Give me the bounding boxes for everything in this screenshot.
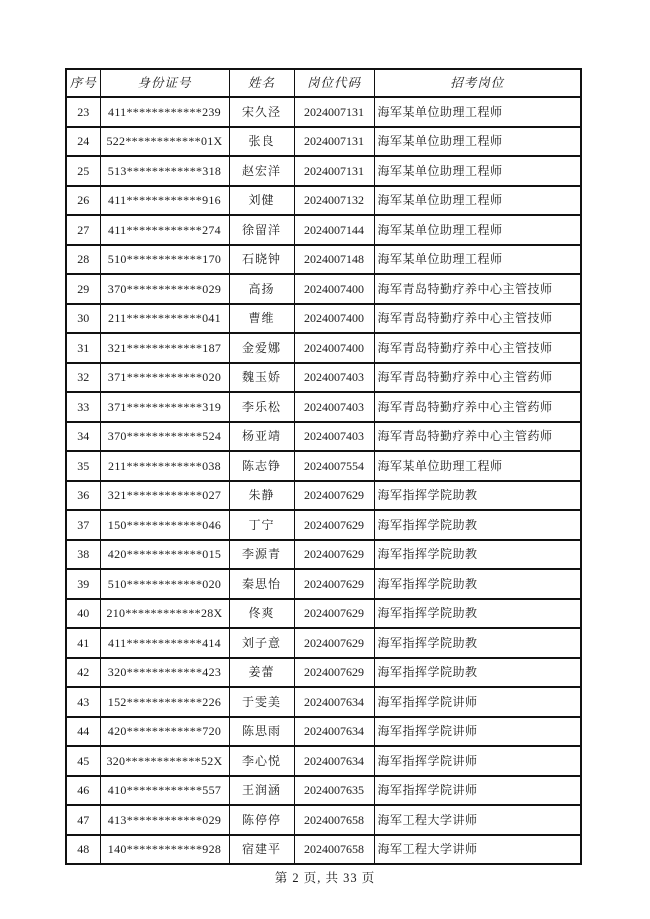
cell-position-code: 2024007403 (294, 363, 374, 393)
cell-position-code: 2024007132 (294, 186, 374, 216)
table-row (66, 746, 581, 776)
cell-id-number: 320************52X (100, 746, 229, 776)
cell-name: 刘健 (229, 186, 294, 216)
table-row (66, 215, 581, 245)
cell-index: 23 (66, 97, 100, 127)
cell-id-number: 321************027 (100, 481, 229, 511)
cell-position-code: 2024007634 (294, 717, 374, 747)
cell-name: 陈停停 (229, 805, 294, 835)
cell-position-code: 2024007635 (294, 776, 374, 806)
table-row (66, 717, 581, 747)
cell-id-number: 411************274 (100, 215, 229, 245)
cell-recruitment-position: 海军指挥学院助教 (374, 628, 581, 658)
table-body (66, 97, 581, 864)
cell-id-number: 150************046 (100, 510, 229, 540)
cell-recruitment-position: 海军青岛特勤疗养中心主管技师 (374, 333, 581, 363)
cell-recruitment-position: 海军指挥学院讲师 (374, 717, 581, 747)
cell-name: 刘子意 (229, 628, 294, 658)
cell-index: 28 (66, 245, 100, 275)
cell-position-code: 2024007403 (294, 392, 374, 422)
table-row (66, 658, 581, 688)
cell-position-code: 2024007148 (294, 245, 374, 275)
cell-name: 魏玉娇 (229, 363, 294, 393)
cell-name: 李源青 (229, 540, 294, 570)
cell-recruitment-position: 海军某单位助理工程师 (374, 215, 581, 245)
cell-position-code: 2024007629 (294, 658, 374, 688)
cell-recruitment-position: 海军工程大学讲师 (374, 835, 581, 865)
cell-index: 34 (66, 422, 100, 452)
cell-position-code: 2024007131 (294, 97, 374, 127)
cell-name: 朱静 (229, 481, 294, 511)
cell-index: 41 (66, 628, 100, 658)
cell-index: 26 (66, 186, 100, 216)
cell-position-code: 2024007629 (294, 481, 374, 511)
table-row (66, 245, 581, 275)
cell-name: 杨亚靖 (229, 422, 294, 452)
cell-name: 金爱娜 (229, 333, 294, 363)
cell-recruitment-position: 海军某单位助理工程师 (374, 186, 581, 216)
cell-name: 高扬 (229, 274, 294, 304)
cell-id-number: 371************319 (100, 392, 229, 422)
table-row (66, 599, 581, 629)
cell-id-number: 420************720 (100, 717, 229, 747)
cell-id-number: 371************020 (100, 363, 229, 393)
cell-id-number: 420************015 (100, 540, 229, 570)
cell-position-code: 2024007629 (294, 540, 374, 570)
cell-index: 35 (66, 451, 100, 481)
cell-recruitment-position: 海军指挥学院助教 (374, 599, 581, 629)
cell-id-number: 370************029 (100, 274, 229, 304)
cell-id-number: 370************524 (100, 422, 229, 452)
cell-recruitment-position: 海军某单位助理工程师 (374, 127, 581, 157)
column-header-recruitment-position: 招考岗位 (374, 69, 581, 97)
cell-id-number: 411************916 (100, 186, 229, 216)
table-row (66, 805, 581, 835)
page-number-footer: 第 2 页, 共 33 页 (274, 871, 376, 885)
cell-recruitment-position: 海军某单位助理工程师 (374, 156, 581, 186)
cell-index: 36 (66, 481, 100, 511)
cell-id-number: 411************414 (100, 628, 229, 658)
cell-name: 石晓钟 (229, 245, 294, 275)
cell-recruitment-position: 海军青岛特勤疗养中心主管技师 (374, 274, 581, 304)
table-row (66, 481, 581, 511)
cell-position-code: 2024007400 (294, 274, 374, 304)
table-row (66, 422, 581, 452)
cell-id-number: 321************187 (100, 333, 229, 363)
cell-name: 宿建平 (229, 835, 294, 865)
table-row (66, 510, 581, 540)
cell-recruitment-position: 海军指挥学院助教 (374, 569, 581, 599)
cell-index: 31 (66, 333, 100, 363)
column-header-name: 姓名 (229, 69, 294, 97)
cell-position-code: 2024007131 (294, 127, 374, 157)
cell-id-number: 410************557 (100, 776, 229, 806)
cell-recruitment-position: 海军指挥学院助教 (374, 481, 581, 511)
cell-id-number: 411************239 (100, 97, 229, 127)
cell-position-code: 2024007658 (294, 805, 374, 835)
cell-index: 30 (66, 304, 100, 334)
cell-index: 40 (66, 599, 100, 629)
cell-name: 李乐松 (229, 392, 294, 422)
cell-id-number: 211************038 (100, 451, 229, 481)
cell-name: 宋久泾 (229, 97, 294, 127)
cell-position-code: 2024007629 (294, 599, 374, 629)
cell-name: 丁宁 (229, 510, 294, 540)
cell-position-code: 2024007400 (294, 333, 374, 363)
cell-index: 45 (66, 746, 100, 776)
cell-index: 25 (66, 156, 100, 186)
recruitment-candidate-table (65, 68, 582, 865)
column-header-id-number: 身份证号 (100, 69, 229, 97)
table-row (66, 304, 581, 334)
cell-recruitment-position: 海军某单位助理工程师 (374, 245, 581, 275)
cell-name: 赵宏洋 (229, 156, 294, 186)
cell-id-number: 211************041 (100, 304, 229, 334)
column-header-index: 序号 (66, 69, 100, 97)
table-row (66, 392, 581, 422)
cell-id-number: 140************928 (100, 835, 229, 865)
cell-position-code: 2024007144 (294, 215, 374, 245)
cell-recruitment-position: 海军指挥学院助教 (374, 540, 581, 570)
cell-position-code: 2024007629 (294, 569, 374, 599)
cell-position-code: 2024007403 (294, 422, 374, 452)
cell-recruitment-position: 海军某单位助理工程师 (374, 97, 581, 127)
cell-name: 张良 (229, 127, 294, 157)
table-row (66, 451, 581, 481)
cell-name: 陈思雨 (229, 717, 294, 747)
table-row (66, 97, 581, 127)
cell-id-number: 510************170 (100, 245, 229, 275)
cell-index: 33 (66, 392, 100, 422)
cell-recruitment-position: 海军某单位助理工程师 (374, 451, 581, 481)
table-row (66, 540, 581, 570)
cell-recruitment-position: 海军指挥学院讲师 (374, 687, 581, 717)
cell-position-code: 2024007634 (294, 687, 374, 717)
cell-position-code: 2024007629 (294, 510, 374, 540)
cell-position-code: 2024007658 (294, 835, 374, 865)
table-row (66, 156, 581, 186)
cell-index: 42 (66, 658, 100, 688)
cell-id-number: 210************28X (100, 599, 229, 629)
cell-position-code: 2024007554 (294, 451, 374, 481)
table-row (66, 687, 581, 717)
cell-name: 秦思怡 (229, 569, 294, 599)
cell-recruitment-position: 海军青岛特勤疗养中心主管技师 (374, 304, 581, 334)
cell-position-code: 2024007131 (294, 156, 374, 186)
table-row (66, 569, 581, 599)
cell-recruitment-position: 海军工程大学讲师 (374, 805, 581, 835)
cell-recruitment-position: 海军指挥学院助教 (374, 658, 581, 688)
cell-index: 48 (66, 835, 100, 865)
table-row (66, 274, 581, 304)
table-row (66, 835, 581, 865)
cell-position-code: 2024007634 (294, 746, 374, 776)
cell-index: 37 (66, 510, 100, 540)
cell-recruitment-position: 海军青岛特勤疗养中心主管药师 (374, 422, 581, 452)
table-header-row (66, 69, 581, 97)
cell-position-code: 2024007629 (294, 628, 374, 658)
table-row (66, 186, 581, 216)
cell-recruitment-position: 海军指挥学院讲师 (374, 776, 581, 806)
cell-index: 39 (66, 569, 100, 599)
cell-index: 46 (66, 776, 100, 806)
cell-index: 44 (66, 717, 100, 747)
cell-recruitment-position: 海军青岛特勤疗养中心主管药师 (374, 392, 581, 422)
table-row (66, 363, 581, 393)
cell-index: 27 (66, 215, 100, 245)
cell-index: 24 (66, 127, 100, 157)
cell-recruitment-position: 海军指挥学院讲师 (374, 746, 581, 776)
cell-id-number: 413************029 (100, 805, 229, 835)
cell-name: 王润涵 (229, 776, 294, 806)
cell-index: 38 (66, 540, 100, 570)
cell-position-code: 2024007400 (294, 304, 374, 334)
table-row (66, 333, 581, 363)
cell-index: 32 (66, 363, 100, 393)
cell-name: 曹维 (229, 304, 294, 334)
cell-name: 佟爽 (229, 599, 294, 629)
table-row (66, 127, 581, 157)
cell-id-number: 320************423 (100, 658, 229, 688)
table-row (66, 776, 581, 806)
cell-recruitment-position: 海军青岛特勤疗养中心主管药师 (374, 363, 581, 393)
cell-name: 李心悦 (229, 746, 294, 776)
cell-id-number: 513************318 (100, 156, 229, 186)
cell-name: 陈志铮 (229, 451, 294, 481)
cell-index: 43 (66, 687, 100, 717)
cell-index: 47 (66, 805, 100, 835)
table-row (66, 628, 581, 658)
cell-name: 姜蕾 (229, 658, 294, 688)
cell-index: 29 (66, 274, 100, 304)
cell-recruitment-position: 海军指挥学院助教 (374, 510, 581, 540)
cell-name: 徐留洋 (229, 215, 294, 245)
cell-id-number: 510************020 (100, 569, 229, 599)
cell-name: 于雯美 (229, 687, 294, 717)
cell-id-number: 152************226 (100, 687, 229, 717)
cell-id-number: 522************01X (100, 127, 229, 157)
column-header-position-code: 岗位代码 (294, 69, 374, 97)
